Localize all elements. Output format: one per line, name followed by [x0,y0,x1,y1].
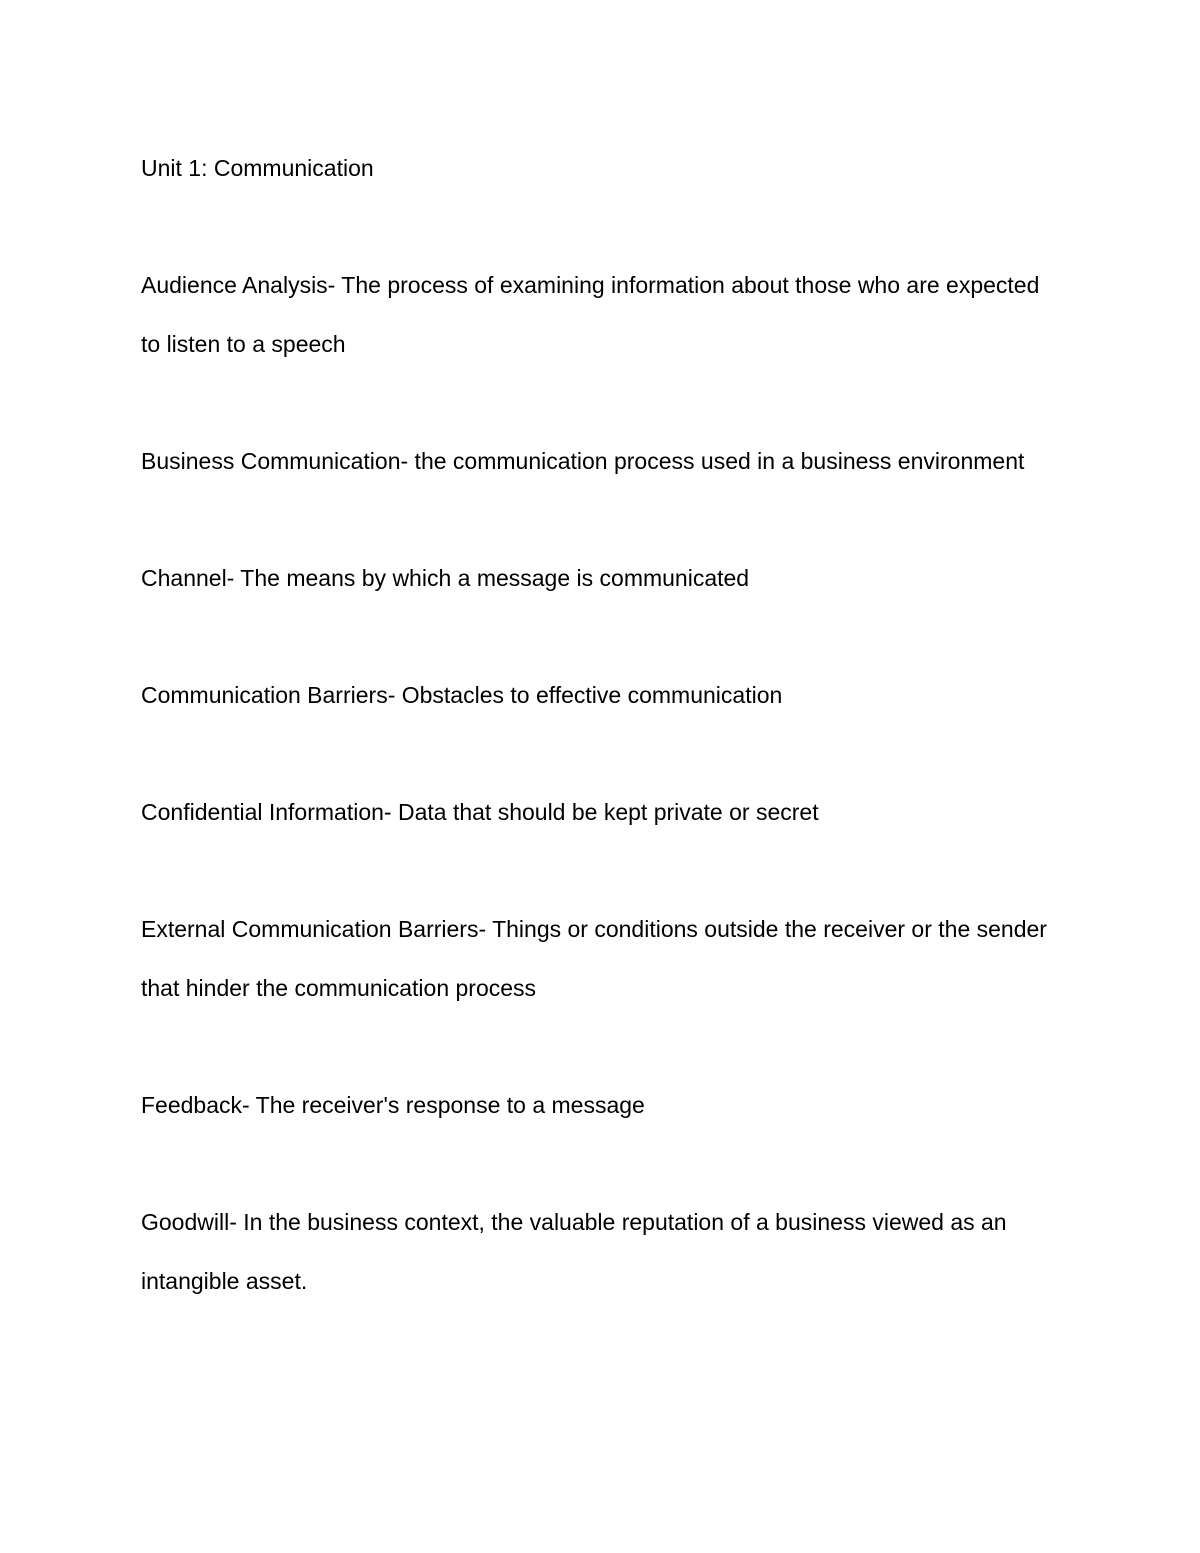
glossary-entry-feedback: Feedback- The receiver's response to a message [141,1092,645,1118]
document-body [141,139,1061,1369]
glossary-entry-channel: Channel- The means by which a message is communicated [141,565,750,591]
glossary-entry-goodwill: Goodwill- In the business context, the valuable reputation of a business viewed as an intangible asset. [141,1209,1007,1294]
glossary-entry-confidential-information: Confidential Information- Data that should be kept private or secret [141,799,819,825]
page-title: Unit 1: Communication [141,155,374,181]
glossary-entry-external-communication-barriers: External Communication Barriers- Things or conditions outside the receiver or the sender that hinder the communication process [141,916,1047,1001]
glossary-entry-audience-analysis: Audience Analysis- The process of examining information about those who are expected to listen to a speech [141,272,1040,357]
glossary-entry-communication-barriers: Communication Barriers- Obstacles to effective communication [141,682,783,708]
glossary-entry-business-communication: Business Communication- the communication process used in a business environment [141,448,1025,474]
